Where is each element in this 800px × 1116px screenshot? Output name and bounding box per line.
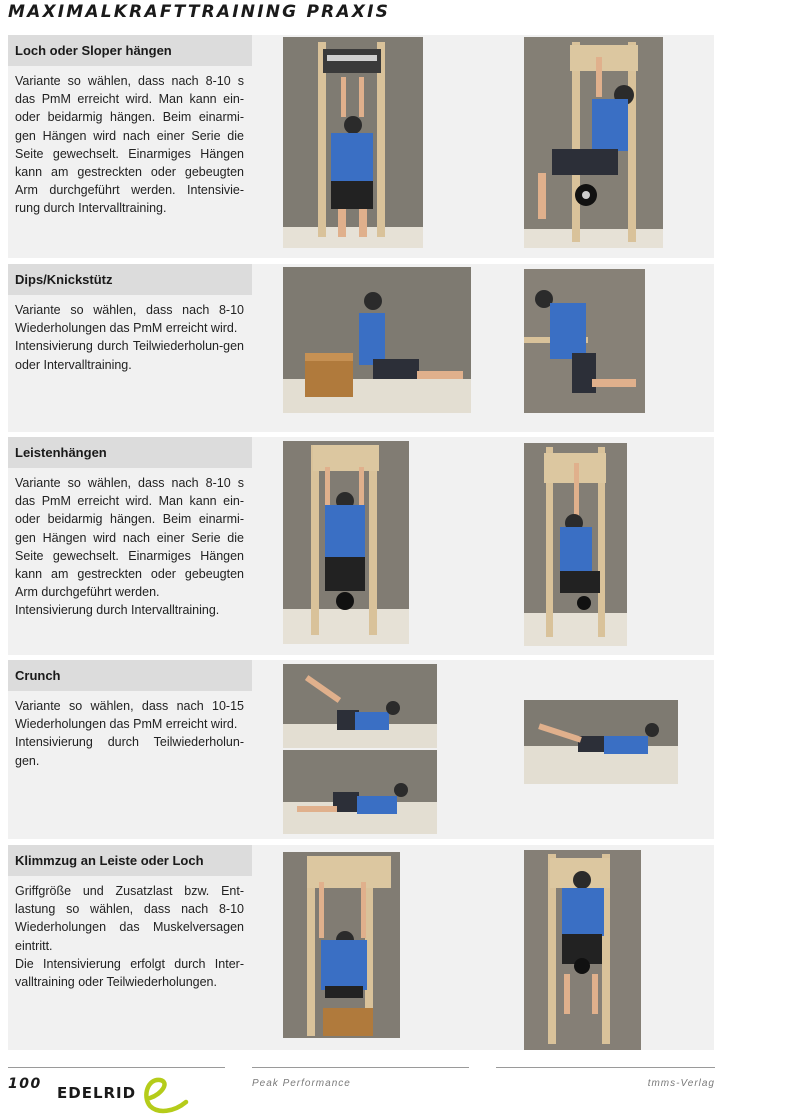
exercise-photo-crunch-side xyxy=(524,700,678,784)
section-description: Variante so wählen, dass nach 8-10 s das PmM erreicht wird. Man kann ein-oder beidarmig hängen. Beim einarmi-gen Hängen wird nach einer Serie die Seite gewechselt. Einarmiges Hängen kann am gestreckten oder gebeugten Arm durchgeführt werden. Intensivie-rung durch Intervalltraining. xyxy=(15,74,244,216)
exercise-photo-pullup-box xyxy=(283,852,400,1038)
section-header: Crunch xyxy=(8,660,252,691)
exercise-photo-dips-bar xyxy=(524,269,645,413)
exercise-photo-leiste-one-arm xyxy=(524,443,627,646)
exercise-photo-hang-one-arm xyxy=(524,37,663,248)
exercise-photo-pullup-loaded xyxy=(524,850,641,1050)
section-header: Klimmzug an Leiste oder Loch xyxy=(8,845,252,876)
brand-logo-icon xyxy=(140,1074,200,1116)
footer-book-title: Peak Performance xyxy=(252,1078,351,1089)
exercise-photo-hang-two-arms xyxy=(283,37,423,248)
footer-rule-center xyxy=(252,1067,469,1068)
exercise-photo-crunch-bottom xyxy=(283,750,437,834)
section-header: Leistenhängen xyxy=(8,437,252,468)
page-number: 100 xyxy=(8,1076,42,1092)
footer-rule-right xyxy=(496,1067,715,1068)
section-description: Griffgröße und Zusatzlast bzw. Ent-lastung so wählen, dass nach 8-10 Wiederholungen das Muskelversagen eintritt. Die Intensivierung erfolgt durch Inter-valltraining oder Teilwiederholungen. xyxy=(15,884,244,990)
section-description: Variante so wählen, dass nach 10-15 Wiederholungen das PmM erreicht wird. Intensivierung durch Teilwiederholun-gen. xyxy=(15,699,244,768)
exercise-photo-leiste-two-arms xyxy=(283,441,409,644)
section-header: Dips/Knickstütz xyxy=(8,264,252,295)
section-header: Loch oder Sloper hängen xyxy=(8,35,252,66)
exercise-photo-crunch-top xyxy=(283,664,437,748)
exercise-photo-dips-box xyxy=(283,267,471,413)
footer-rule-left xyxy=(8,1067,225,1068)
brand-logo: EDELRID xyxy=(57,1084,137,1102)
section-description: Variante so wählen, dass nach 8-10 Wiederholungen das PmM erreicht wird. Intensivierung durch Teilwiederholun-gen oder Intervalltraining. xyxy=(15,303,244,372)
section-description: Variante so wählen, dass nach 8-10 s das PmM erreicht wird. Man kann ein-oder beidarmig hängen. Beim einarmi-gen Hängen wird nach einer Serie die Seite gewechselt. Einarmiges Hängen kann am gestreckten oder gebeugten Arm durchgeführt werden. Intensivierung durch Intervalltraining. xyxy=(15,476,244,618)
page-title: MAXIMALKRAFTTRAINING PRAXIS xyxy=(8,2,391,22)
footer-publisher: tmms-Verlag xyxy=(647,1078,715,1089)
